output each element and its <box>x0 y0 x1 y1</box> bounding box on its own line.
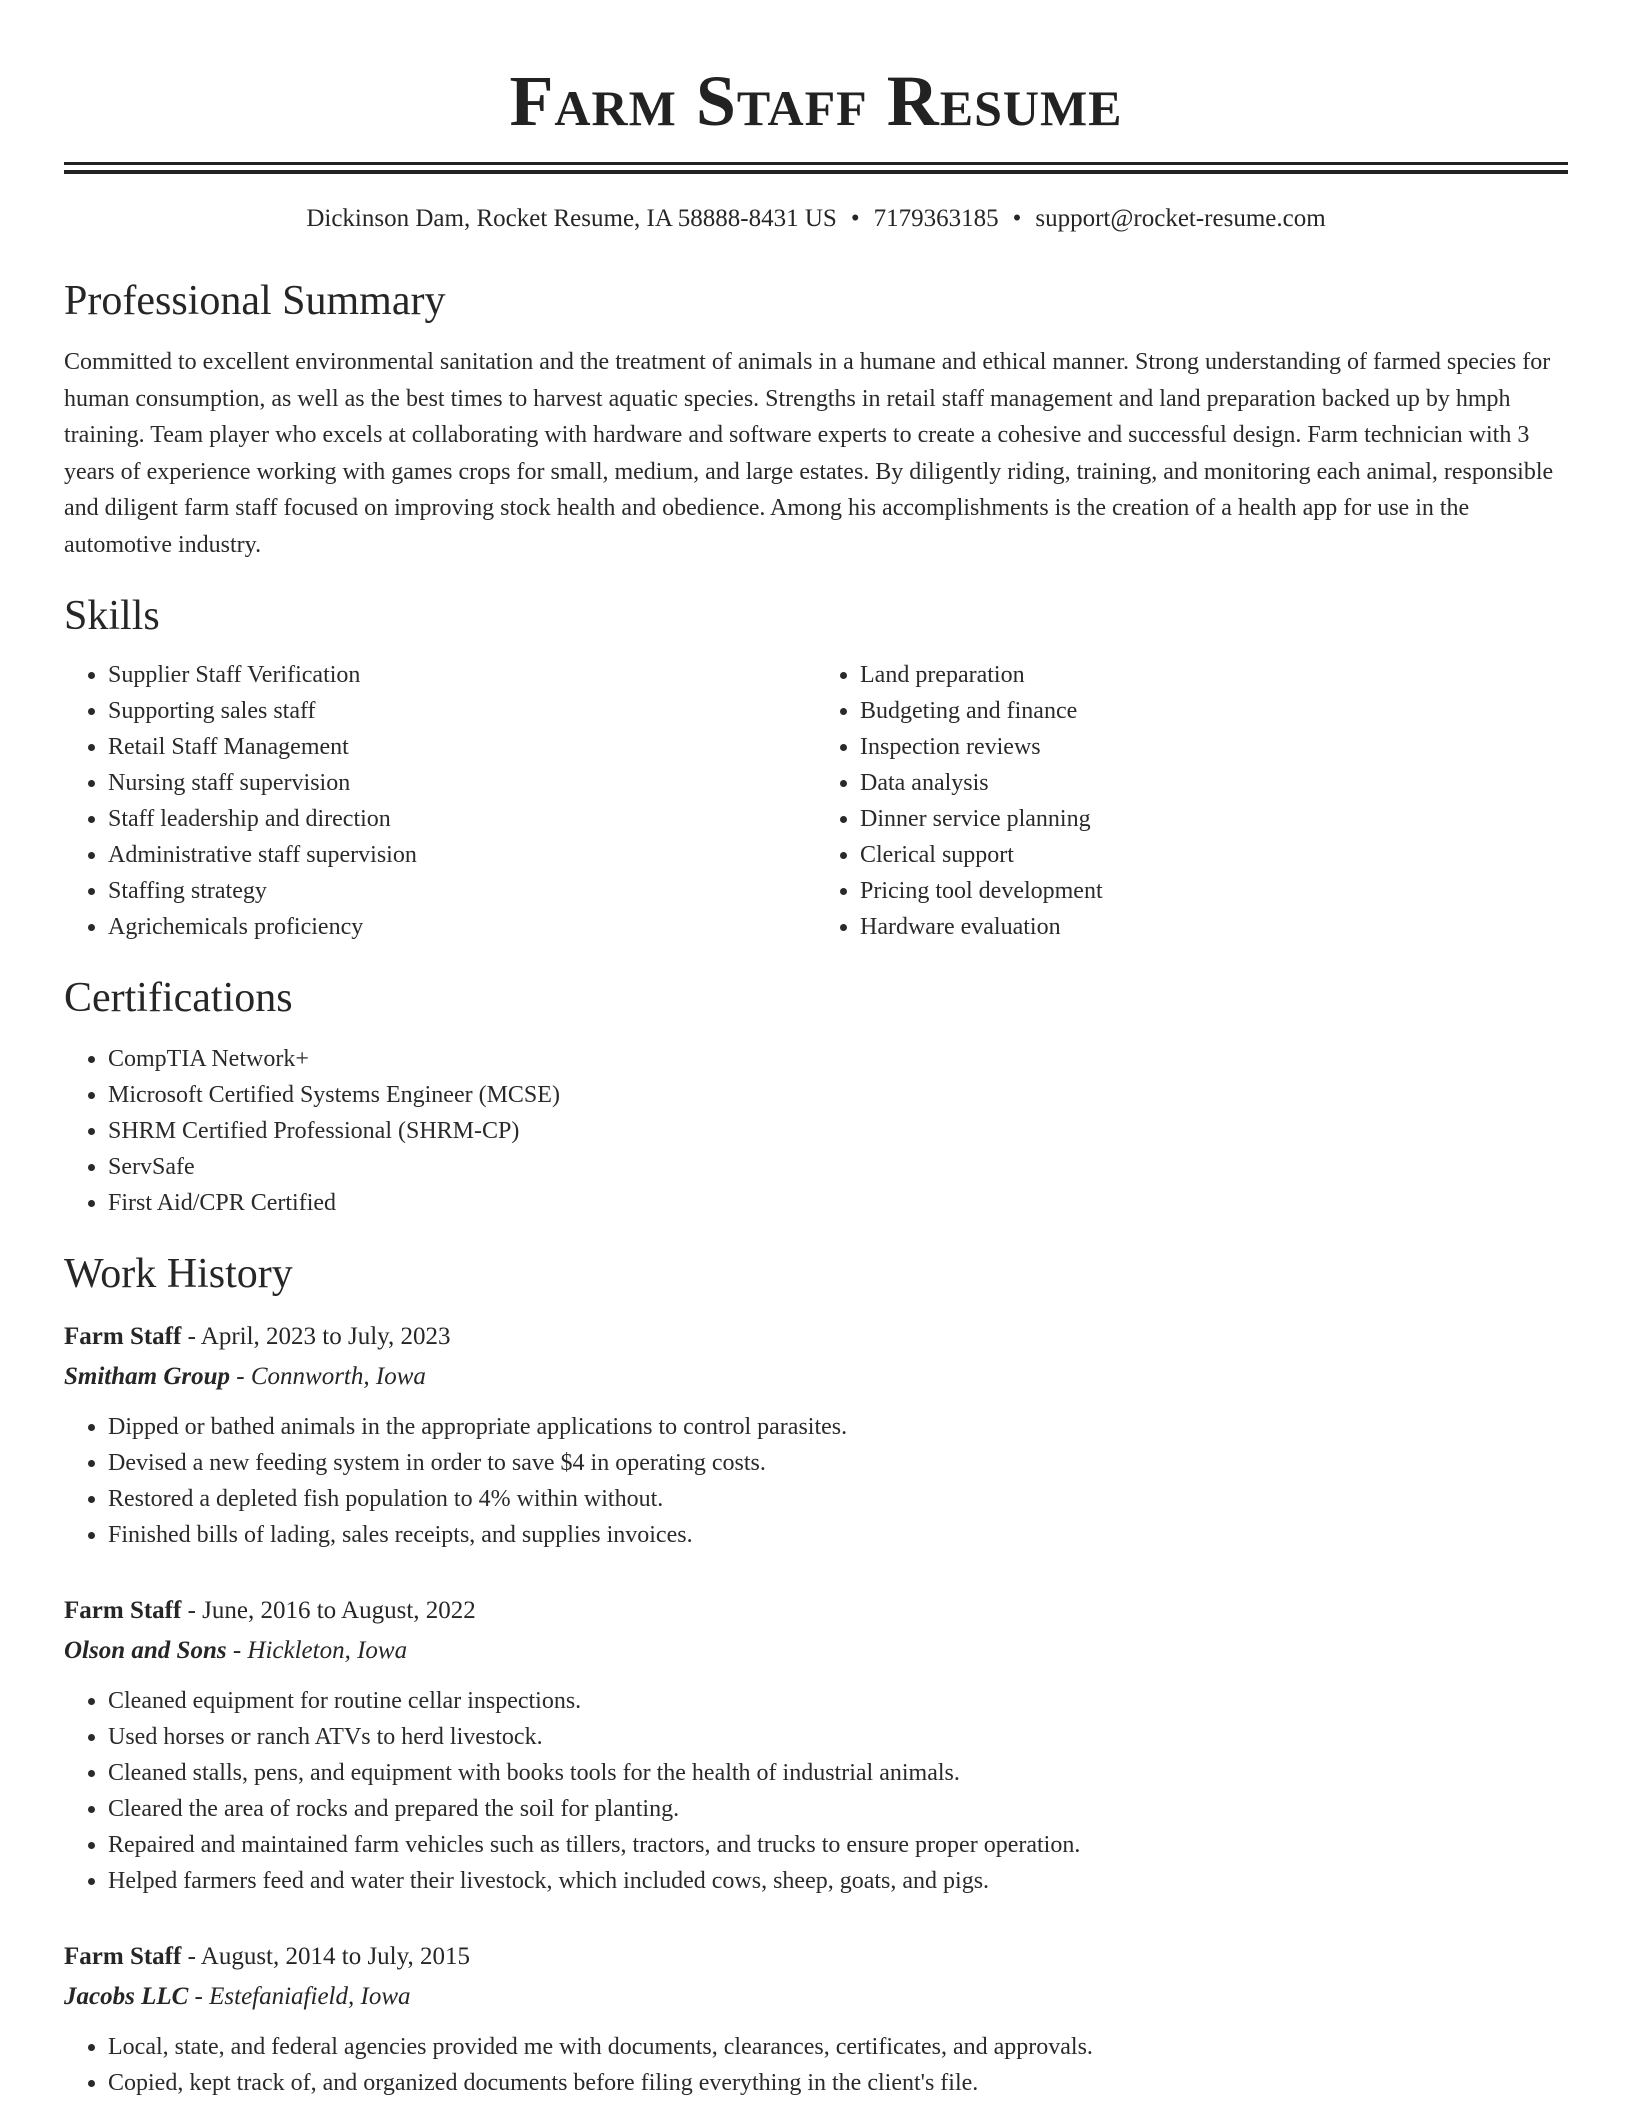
certifications-list <box>64 1041 1568 1221</box>
job-duty: • Dipped or bathed animals in the appropriate applications to control parasites. <box>108 1409 1568 1445</box>
skills-list-right <box>816 657 1568 945</box>
job-duty: • Helped farmers feed and water their livestock, which included cows, sheep, goats, and pigs. <box>108 1863 1568 1899</box>
job-title: Farm Staff <box>64 1597 182 1624</box>
contact-phone: 7179363185 <box>873 205 999 232</box>
job-title-line <box>64 1937 1568 1977</box>
job-title: Farm Staff <box>64 1323 182 1350</box>
job-entry <box>64 1937 1568 2101</box>
contact-line <box>64 202 1568 236</box>
job-duty: • Used horses or ranch ATVs to herd livestock. <box>108 1719 1568 1755</box>
job-duty: • Devised a new feeding system in order to save $4 in operating costs. <box>108 1445 1568 1481</box>
job-duty: • Cleaned equipment for routine cellar inspections. <box>108 1683 1568 1719</box>
certification-item: • SHRM Certified Professional (SHRM-CP) <box>108 1113 1568 1149</box>
title-double-rule <box>64 162 1568 174</box>
job-dates: - April, 2023 to July, 2023 <box>181 1323 451 1350</box>
skill-item: • Land preparation <box>860 657 1568 693</box>
job-entry <box>64 1591 1568 1899</box>
resume-page <box>64 0 1568 2101</box>
job-duty: • Cleaned stalls, pens, and equipment with books tools for the health of industrial animals. <box>108 1755 1568 1791</box>
certification-item: • Microsoft Certified Systems Engineer (MCSE) <box>108 1077 1568 1113</box>
job-location: - Estefaniafield, Iowa <box>188 1983 411 2010</box>
contact-separator: • <box>850 205 860 232</box>
job-company: Smitham Group <box>64 1363 231 1390</box>
job-title: Farm Staff <box>64 1943 182 1970</box>
contact-address: Dickinson Dam, Rocket Resume, IA 58888-8431 US <box>306 205 837 232</box>
skills-heading: Skills <box>64 593 160 639</box>
skill-item: • Supporting sales staff <box>108 693 816 729</box>
job-company-line <box>64 1357 1568 1397</box>
resume-title: Farm Staff Resume <box>509 61 1123 141</box>
skill-item: • Pricing tool development <box>860 873 1568 909</box>
skill-item: • Nursing staff supervision <box>108 765 816 801</box>
job-title-line <box>64 1317 1568 1357</box>
certification-item: • First Aid/CPR Certified <box>108 1185 1568 1221</box>
skill-item: • Administrative staff supervision <box>108 837 816 873</box>
skills-list-left <box>64 657 816 945</box>
job-duty: • Finished bills of lading, sales receipts, and supplies invoices. <box>108 1517 1568 1553</box>
summary-text: Committed to excellent environmental sanitation and the treatment of animals in a humane and ethical manner. Strong understanding of farmed species for human consumption, as well as the best times to harvest aquatic species. Strengths in retail staff management and land preparation backed up by hmph training. Team player who excels at collaborating with hardware and software experts to create a cohesive and successful design. Farm technician with 3 years of experience working with games crops for small, medium, and large estates. By diligently riding, training, and monitoring each animal, responsible and diligent farm staff focused on improving stock health and obedience. Among his accomplishments is the creation of a health app for use in the automotive industry. <box>64 349 1554 558</box>
job-duty: • Copied, kept track of, and organized documents before filing everything in the client's file. <box>108 2065 1568 2101</box>
skill-item: • Agrichemicals proficiency <box>108 909 816 945</box>
job-duty: • Repaired and maintained farm vehicles such as tillers, tractors, and trucks to ensure proper operation. <box>108 1827 1568 1863</box>
skill-item: • Staffing strategy <box>108 873 816 909</box>
skill-item: • Clerical support <box>860 837 1568 873</box>
skill-item: • Staff leadership and direction <box>108 801 816 837</box>
job-duty: • Cleared the area of rocks and prepared the soil for planting. <box>108 1791 1568 1827</box>
contact-separator: • <box>1012 205 1022 232</box>
job-dates: - June, 2016 to August, 2022 <box>181 1597 476 1624</box>
work-history-heading: Work History <box>64 1251 293 1297</box>
job-company: Olson and Sons <box>64 1637 227 1664</box>
job-company-line <box>64 1631 1568 1671</box>
skill-item: • Budgeting and finance <box>860 693 1568 729</box>
certification-item: • CompTIA Network+ <box>108 1041 1568 1077</box>
job-company-line <box>64 1977 1568 2017</box>
skills-columns <box>64 657 1568 945</box>
certifications-heading: Certifications <box>64 975 293 1021</box>
job-duty: • Local, state, and federal agencies provided me with documents, clearances, certificates, and approvals. <box>108 2029 1568 2065</box>
job-company: Jacobs LLC <box>64 1983 189 2010</box>
skill-item: • Supplier Staff Verification <box>108 657 816 693</box>
job-duties-list <box>64 1683 1568 1899</box>
job-title-line <box>64 1591 1568 1631</box>
job-duties-list <box>64 1409 1568 1553</box>
skill-item: • Hardware evaluation <box>860 909 1568 945</box>
certification-item: • ServSafe <box>108 1149 1568 1185</box>
skill-item: • Data analysis <box>860 765 1568 801</box>
job-duties-list <box>64 2029 1568 2101</box>
job-location: - Hickleton, Iowa <box>226 1637 408 1664</box>
job-location: - Connworth, Iowa <box>230 1363 426 1390</box>
skill-item: • Retail Staff Management <box>108 729 816 765</box>
job-entry <box>64 1317 1568 1553</box>
skill-item: • Inspection reviews <box>860 729 1568 765</box>
job-duty: • Restored a depleted fish population to 4% within without. <box>108 1481 1568 1517</box>
skill-item: • Dinner service planning <box>860 801 1568 837</box>
job-dates: - August, 2014 to July, 2015 <box>181 1943 470 1970</box>
summary-heading: Professional Summary <box>64 278 446 324</box>
contact-email: support@rocket-resume.com <box>1035 205 1326 232</box>
